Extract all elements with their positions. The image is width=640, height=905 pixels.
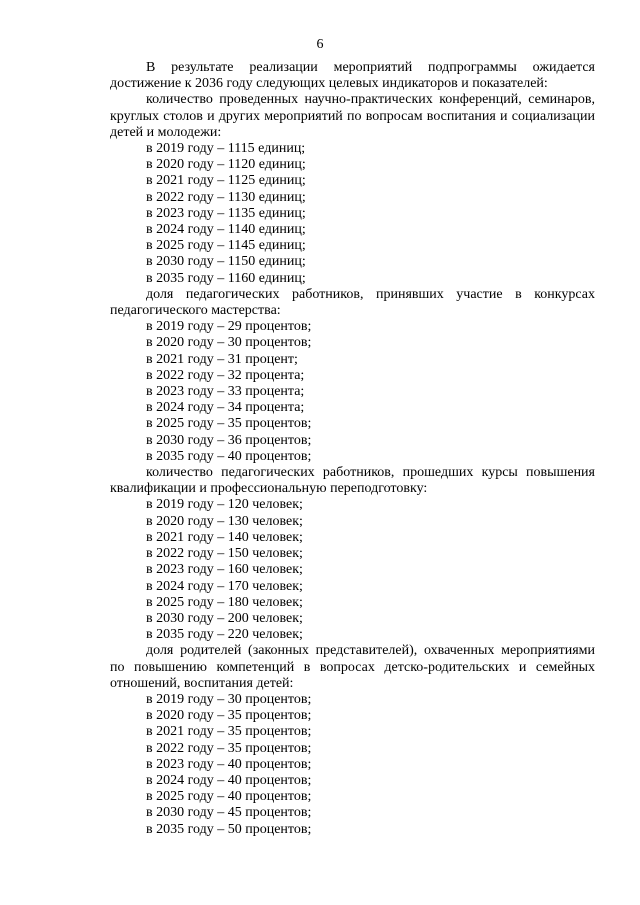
list-item: в 2024 году – 1140 единиц; — [146, 222, 306, 238]
list-item: в 2025 году – 40 процентов; — [146, 789, 312, 805]
list-item: в 2023 году – 40 процентов; — [146, 756, 312, 772]
list-item: в 2023 году – 160 человек; — [146, 562, 303, 578]
list-item: в 2022 году – 32 процента; — [146, 367, 305, 383]
list-item: в 2020 году – 30 процентов; — [146, 335, 312, 351]
list-item: в 2022 году – 35 процентов; — [146, 740, 312, 756]
indicator-heading: доля педагогических работников, принявших участие в конкурсах педагогического мастерства: — [110, 286, 595, 319]
list-item: в 2035 году – 40 процентов; — [146, 448, 312, 464]
list-item: в 2019 году – 30 процентов; — [146, 691, 312, 707]
list-item: в 2030 году – 36 процентов; — [146, 432, 312, 448]
indicator-section — [110, 643, 595, 837]
list-item: в 2022 году – 150 человек; — [146, 546, 303, 562]
list-item: в 2024 году – 170 человек; — [146, 578, 303, 594]
list-item: в 2025 году – 180 человек; — [146, 594, 303, 610]
page-number: 6 — [316, 37, 324, 52]
list-item: в 2021 году – 35 процентов; — [146, 724, 312, 740]
list-item: в 2024 году – 34 процента; — [146, 400, 305, 416]
list-item: в 2021 году – 1125 единиц; — [146, 173, 306, 189]
list-item: в 2019 году – 29 процентов; — [146, 319, 312, 335]
indicator-section — [110, 465, 595, 643]
list-item: в 2023 году – 33 процента; — [146, 384, 305, 400]
list-item: в 2035 году – 1160 единиц; — [146, 270, 306, 286]
list-item: в 2030 году – 45 процентов; — [146, 805, 312, 821]
document-body — [110, 60, 595, 838]
list-item: в 2030 году – 1150 единиц; — [146, 254, 306, 270]
list-item: в 2020 году – 35 процентов; — [146, 708, 312, 724]
list-item: в 2035 году – 220 человек; — [146, 627, 303, 643]
list-item: в 2021 году – 31 процент; — [146, 351, 298, 367]
list-item: в 2025 году – 1145 единиц; — [146, 238, 306, 254]
indicator-heading: доля родителей (законных представителей), охваченных мероприятиями по повышению компетенций в вопросах детско-родительских и семейных отношений, воспитания детей: — [110, 643, 595, 691]
list-item: в 2019 году – 1115 единиц; — [146, 141, 306, 157]
indicator-heading: количество проведенных научно-практических конференций, семинаров, круглых столов и других мероприятий по вопросам воспитания и социализации детей и молодежи: — [110, 92, 595, 140]
indicator-section — [110, 287, 595, 465]
indicator-section — [110, 92, 595, 286]
list-item: в 2035 году – 50 процентов; — [146, 821, 312, 837]
list-item: в 2019 году – 120 человек; — [146, 497, 303, 513]
list-item: в 2020 году – 1120 единиц; — [146, 157, 306, 173]
list-item: в 2030 году – 200 человек; — [146, 610, 303, 626]
intro-paragraph: В результате реализации мероприятий подпрограммы ожидается достижение к 2036 году следующих целевых индикаторов и показателей: — [110, 60, 595, 92]
list-item: в 2025 году – 35 процентов; — [146, 416, 312, 432]
list-item: в 2023 году – 1135 единиц; — [146, 205, 306, 221]
list-item: в 2024 году – 40 процентов; — [146, 772, 312, 788]
indicator-heading: количество педагогических работников, прошедших курсы повышения квалификации и профессиональную переподготовку: — [110, 465, 595, 497]
list-item: в 2022 году – 1130 единиц; — [146, 189, 306, 205]
list-item: в 2020 году – 130 человек; — [146, 513, 303, 529]
list-item: в 2021 году – 140 человек; — [146, 529, 303, 545]
